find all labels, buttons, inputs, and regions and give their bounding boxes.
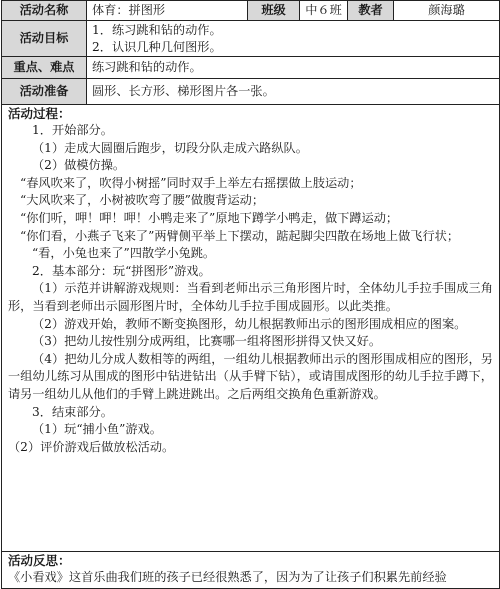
process-line: （1）示范并讲解游戏规则：当看到老师出示三角形图片时，全体幼儿手拉手围成三角形，当看到老师出示圆形图片时，全体幼儿手拉手围成圆形。以此类推。 [8,281,493,313]
process-line: “大风吹来了，小树被吹弯了腰”做腹背运动； [20,193,265,208]
process-title: 活动过程： [8,106,71,121]
teacher-value: 颜海璐 [394,1,500,21]
class-value: 中６班 [300,1,348,21]
process-line: （4）把幼儿分成人数相等的两组，一组幼儿根据教师出示的图形围成相应的图形，另一组幼儿练习从围成的图形中钻进钻出（从手臂下钻），或请围成图形的幼儿手拉手蹲下，请另一组幼儿从他们的手臂上跳进跳出。之后两组交换角色重新游戏。 [8,351,493,401]
process-cell [2,105,500,552]
process-line: “看，小兔也来了”四散学小兔跳。 [32,246,216,261]
header-row [2,1,500,21]
class-label: 班级 [248,1,300,21]
reflection-cell [2,552,500,589]
key-points-label: 重点、难点 [2,57,87,79]
key-points-row [2,57,500,79]
reflection-text: 《小看戏》这首乐曲我们班的孩子已经很熟悉了，因为为了让孩子们积累先前经验 [8,570,447,584]
process-row [2,105,500,552]
goal-item: 2．认识几种几何图形。 [92,39,222,54]
lesson-plan-table [1,0,500,589]
process-line: （1）玩“捕小鱼”游戏。 [32,422,162,437]
process-line: （1）走成大圆圈后跑步，切段分队走成六路纵队。 [32,140,308,155]
process-line: （2）评价游戏后做放松活动。 [8,439,175,454]
process-line: （2）做模仿操。 [32,158,126,173]
reflection-row [2,552,500,589]
process-line: “你们看，小燕子飞来了”两臂侧平举上下摆动，踮起脚尖四散在场地上做飞行状； [20,228,460,243]
teacher-label: 教者 [348,1,394,21]
goals-label: 活动目标 [2,21,87,57]
preparation-row [2,79,500,105]
process-line: 2．基本部分：玩“拼图形”游戏。 [32,263,211,278]
goal-item: 1．练习跳和钻的动作。 [92,22,222,37]
activity-name-value: 体育：拼图形 [87,1,248,21]
goals-row [2,21,500,57]
process-line: （2）游戏开始，教师不断变换图形，幼儿根据教师出示的图形围成相应的图案。 [32,316,467,331]
process-line: “春风吹来了，吹得小树摇”同时双手上举左右摇摆做上肢运动； [20,175,362,190]
goals-cell [87,21,500,57]
process-line: “你们听，呷！呷！呷！小鸭走来了”原地下蹲学小鸭走，做下蹲运动； [20,210,399,225]
process-line: 1．开始部分。 [32,123,113,137]
process-line: （3）把幼儿按性别分成两组，比赛哪一组将图形拼得又快又好。 [32,334,382,349]
activity-name-label: 活动名称 [2,1,87,21]
reflection-title: 活动反思： [8,553,71,568]
preparation-value: 圆形、长方形、梯形图片各一张。 [87,79,500,105]
preparation-label: 活动准备 [2,79,87,105]
key-points-value: 练习跳和钻的动作。 [87,57,500,79]
process-line: 3．结束部分。 [32,404,113,419]
